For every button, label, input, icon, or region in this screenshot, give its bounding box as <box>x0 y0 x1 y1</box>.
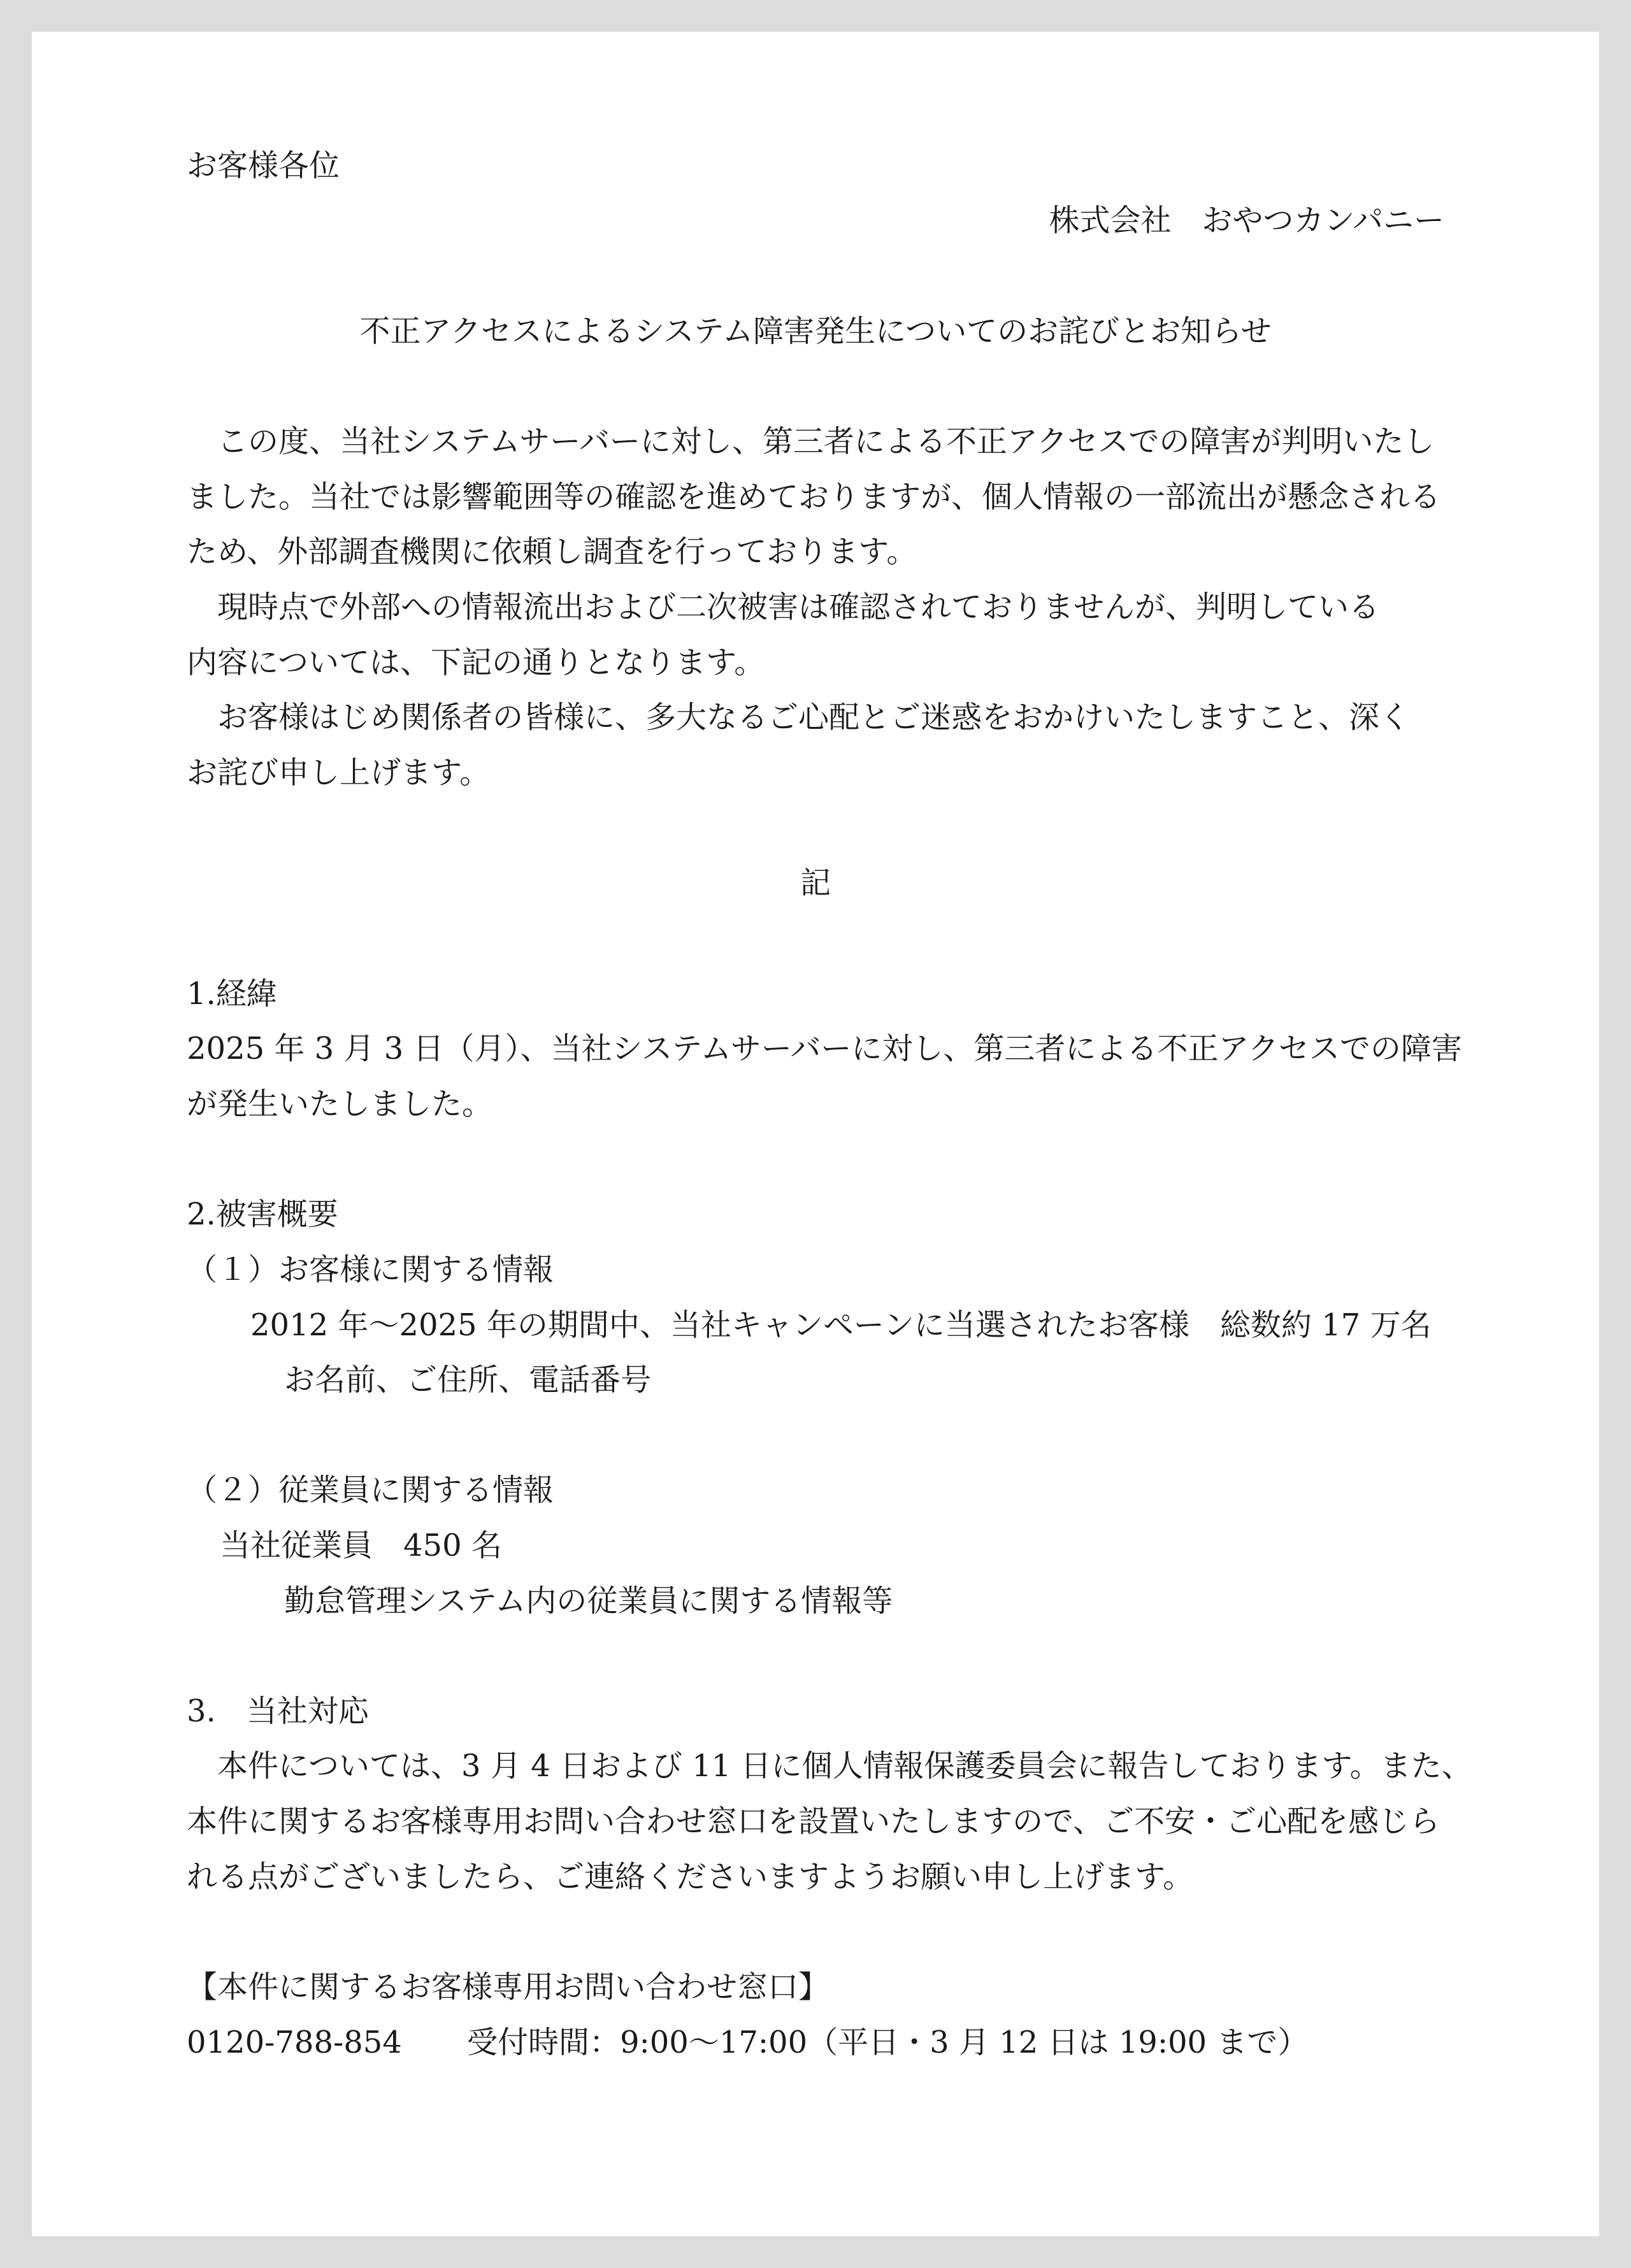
contact-heading: 【本件に関するお客様専用お問い合わせ窓口】 <box>187 1969 830 2005</box>
intro-line: ました。当社では影響範囲等の確認を進めておりますが、個人情報の一部流出が懸念される <box>187 479 1441 515</box>
section-heading: 3. 当社対応 <box>187 1693 369 1729</box>
subsection-heading: （２）従業員に関する情報 <box>187 1472 554 1508</box>
detail-line: 2012 年～2025 年の期間中、当社キャンペーンに当選されたお客様 総数約 17 万名 <box>250 1307 1432 1343</box>
section-line: 2025 年 3 月 3 日（月）、当社システムサーバーに対し、第三者による不正アクセスでの障害 <box>187 1031 1462 1066</box>
contact-hours: 受付時間：9:00～17:00（平日・3 月 12 日は 19:00 まで） <box>467 2025 1309 2060</box>
detail-line: 当社従業員 450 名 <box>220 1528 502 1563</box>
intro-line: 内容については、下記の通りとなります。 <box>187 645 765 680</box>
intro-line: お客様はじめ関係者の皆様に、多大なるご心配とご迷惑をおかけいたしますこと、深く <box>187 700 1411 735</box>
section-line: 本件に関するお客様専用お問い合わせ窓口を設置いたしますので、ご不安・ご心配を感じら <box>187 1804 1441 1839</box>
subsection-heading: （１）お客様に関する情報 <box>187 1252 554 1288</box>
section-heading: 2.被害概要 <box>187 1196 338 1232</box>
intro-line: ため、外部調査機関に依頼し調査を行っております。 <box>187 534 917 570</box>
section-line: 本件については、3 月 4 日および 11 日に個人情報保護委員会に報告しております。また、 <box>187 1748 1472 1784</box>
detail-line: お名前、ご住所、電話番号 <box>284 1362 652 1398</box>
salutation: お客様各位 <box>187 148 340 183</box>
contact-phone: 0120-788-854 <box>187 2025 402 2060</box>
company-name: 株式会社 おやつカンパニー <box>1049 203 1444 238</box>
document-page <box>32 32 1599 2236</box>
section-line: れる点がございましたら、ご連絡くださいますようお願い申し上げます。 <box>187 1859 1194 1895</box>
section-heading: 1.経緯 <box>187 976 277 1012</box>
intro-line: お詫び申し上げます。 <box>187 755 491 791</box>
document-title: 不正アクセスによるシステム障害発生についてのお詫びとお知らせ <box>359 313 1272 349</box>
detail-line: 勤怠管理システム内の従業員に関する情報等 <box>284 1583 893 1619</box>
section-line: が発生いたしました。 <box>187 1086 493 1122</box>
intro-line: この度、当社システムサーバーに対し、第三者による不正アクセスでの障害が判明いたし <box>187 424 1435 459</box>
ki-heading: 記 <box>800 865 831 901</box>
intro-line: 現時点で外部への情報流出および二次被害は確認されておりませんが、判明している <box>187 589 1380 625</box>
contact-line <box>187 2023 1308 2062</box>
